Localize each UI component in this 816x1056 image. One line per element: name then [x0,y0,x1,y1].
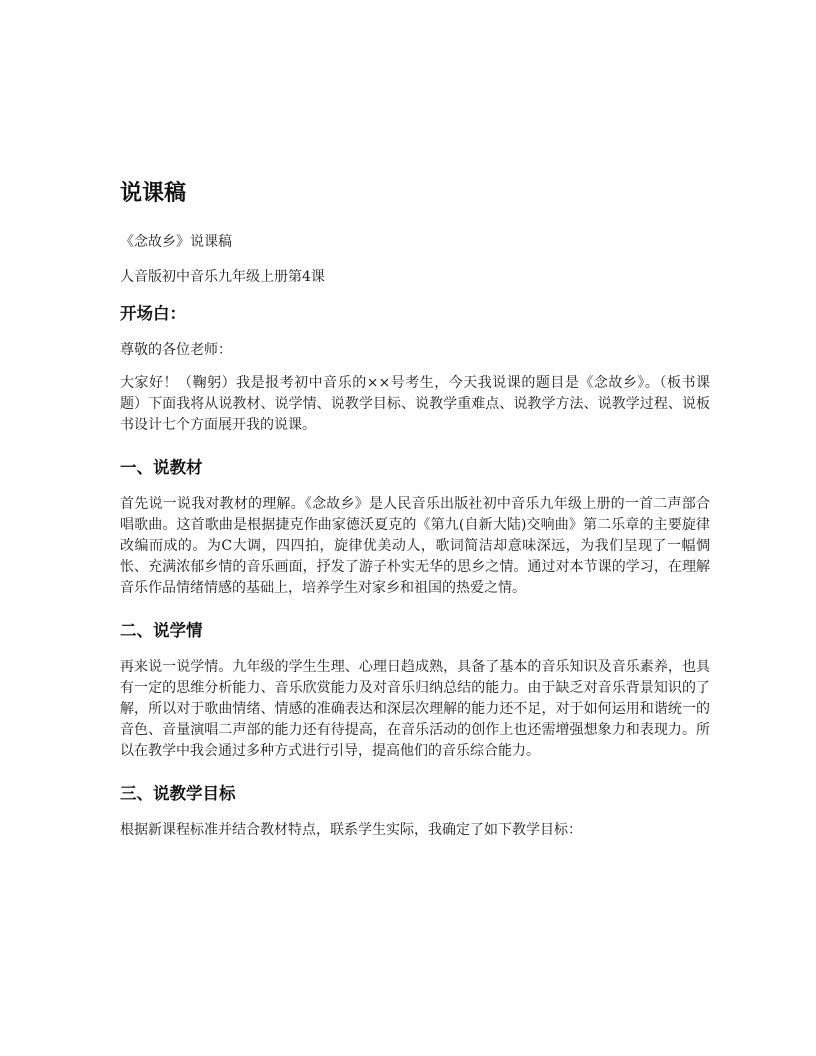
document-title: 说课稿 [120,181,187,206]
opening-paragraph: 大家好！（鞠躬）我是报考初中音乐的××号考生，今天我说课的题目是《念故乡》。（板书课题）下面我将从说教材、说学情、说教学目标、说教学重难点、说教学方法、说教学过程、说板书设计七个方面展开我的说课。 [120,375,710,433]
document-page [120,178,710,841]
section-heading-textbook: 一、说教材 [120,458,203,477]
objectives-paragraph: 根据新课程标准并结合教材特点，联系学生实际，我确定了如下教学目标： [120,822,582,838]
lesson-subtitle: 《念故乡》说课稿 [120,234,232,250]
students-paragraph: 再来说一说学情。九年级的学生生理、心理日趋成熟，具备了基本的音乐知识及音乐素养，也具有一定的思维分析能力、音乐欣赏能力及对音乐归纳总结的能力。由于缺乏对音乐背景知识的了解，所以对于歌曲情绪、情感的准确表达和深层次理解的能力还不足，对于如何运用和谐统一的音色、音量演唱二声部的能力还有待提高，在音乐活动的创作上也还需增强想象力和表现力。所以在教学中我会通过多种方式进行引导，提高他们的音乐综合能力。 [120,659,710,759]
greeting-text: 尊敬的各位老师： [120,342,232,358]
course-info: 人音版初中音乐九年级上册第4课 [120,269,325,285]
textbook-paragraph: 首先说一说我对教材的理解。《念故乡》是人民音乐出版社初中音乐九年级上册的一首二声部合唱歌曲。这首歌曲是根据捷克作曲家德沃夏克的《第九(自新大陆)交响曲》第二乐章的主要旋律改编而成的。为C大调，四四拍，旋律优美动人，歌词简洁却意味深远，为我们呈现了一幅惆怅、充满浓郁乡情的音乐画面，抒发了游子朴实无华的思乡之情。通过对本节课的学习，在理解音乐作品情绪情感的基础上，培养学生对家乡和祖国的热爱之情。 [120,496,710,596]
section-heading-opening: 开场白： [120,304,186,323]
section-heading-objectives: 三、说教学目标 [120,784,236,803]
section-heading-students: 二、说学情 [120,621,203,640]
